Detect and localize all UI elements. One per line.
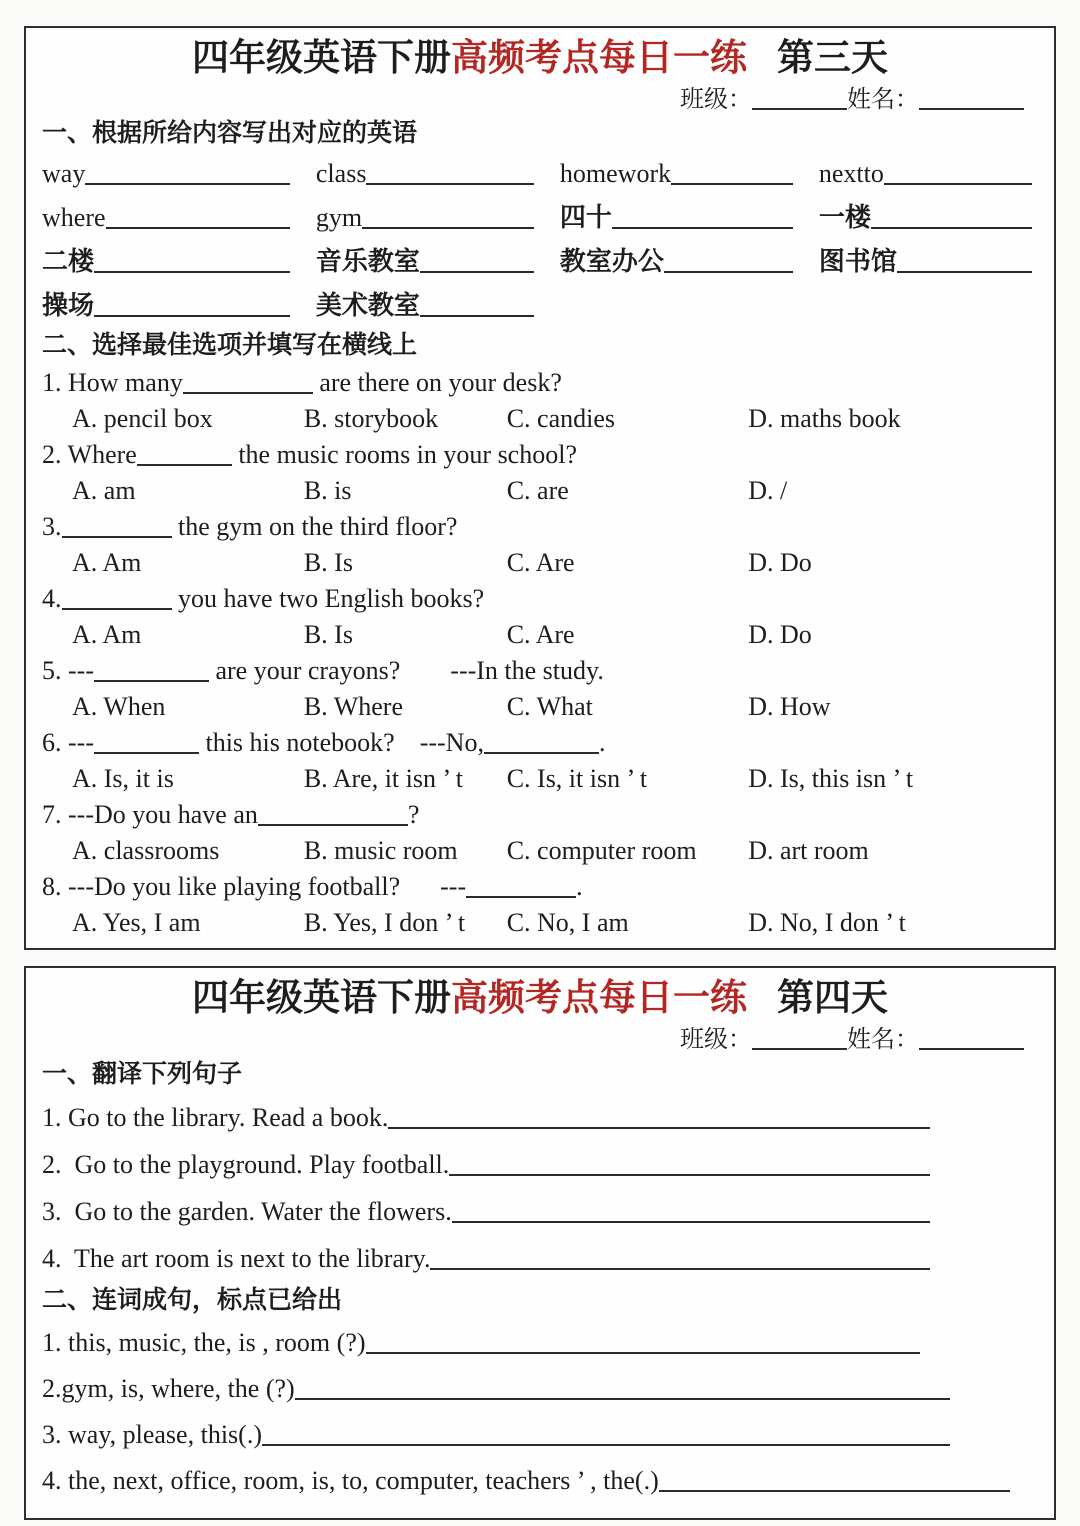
vocab-answer-line: [897, 269, 1032, 273]
vocab-term: 二楼: [42, 247, 95, 276]
vocab-item: [316, 196, 560, 240]
question-text-part: 6. ---: [42, 728, 94, 757]
option-a: A. classrooms: [72, 836, 220, 865]
title-highlight: 高频考点每日一练: [451, 38, 747, 79]
option-d: D. Is, this isn ’ t: [748, 764, 914, 793]
sentence-text: 3. Go to the garden. Water the flowers.: [42, 1197, 452, 1226]
class-blank-line: [752, 1046, 847, 1050]
section-heading-translate: 一、翻译下列句子: [42, 1061, 243, 1088]
vocab-answer-line: [94, 269, 290, 273]
question-item-2: [42, 436, 1038, 508]
question-text-part: .: [598, 728, 606, 757]
question-item-8: [42, 868, 1038, 940]
sheet-day4: [24, 966, 1056, 1520]
vocab-item: [560, 240, 819, 284]
vocab-term: gym: [315, 203, 363, 232]
vocab-item: [316, 152, 560, 196]
vocab-answer-line: [664, 269, 793, 273]
option-d: D. How: [748, 692, 831, 721]
vocab-term: 一楼: [818, 203, 871, 232]
option-a: A. pencil box: [72, 404, 213, 433]
title-course: 四年级英语下册: [192, 978, 451, 1019]
question-text-part: 8. ---Do you like playing football?: [42, 872, 401, 901]
question-text-part: ?: [407, 800, 420, 829]
translation-item-4: [42, 1235, 1038, 1282]
question-text: [42, 436, 1038, 473]
question-text: [42, 868, 1038, 905]
word-order-item-2: [42, 1366, 1038, 1412]
answer-blank-line: [137, 462, 232, 466]
sheet-day3: [24, 26, 1056, 950]
option-c: C. Are: [506, 548, 575, 577]
question-item-6: [42, 724, 1038, 796]
answer-blank-line: [62, 534, 172, 538]
vocab-item: [819, 240, 1038, 284]
name-blank-line: [919, 106, 1024, 110]
question-item-5: [42, 652, 1038, 724]
question-text-part: 7. ---Do you have an: [42, 800, 258, 829]
answer-blank-line: [659, 1488, 1010, 1492]
question-text-part: 2. Where: [42, 440, 137, 469]
answer-blank-line: [183, 390, 313, 394]
option-c: C. candies: [506, 404, 615, 433]
title-day: 第三天: [777, 38, 888, 79]
section-heading-vocab: 一、根据所给内容写出对应的英语: [42, 120, 418, 147]
sheet-day3-title: [42, 34, 1038, 84]
answer-blank-line: [388, 1125, 930, 1129]
class-name-line: [42, 1024, 1038, 1056]
question-text-part: ---No,: [419, 728, 484, 757]
vocab-term: where: [42, 203, 106, 232]
answer-blank-line: [295, 1396, 950, 1400]
vocab-term: nextto: [818, 159, 884, 188]
word-order-item-4: [42, 1458, 1038, 1504]
options-row: [42, 545, 1038, 580]
question-text: [42, 724, 1038, 761]
option-b: B. Where: [303, 692, 403, 721]
answer-blank-line: [258, 822, 408, 826]
question-text-part: .: [576, 872, 583, 901]
vocab-term: 操场: [42, 291, 95, 320]
question-text-part: 4.: [42, 584, 62, 613]
answer-blank-line: [94, 678, 209, 682]
question-text-part: this his notebook?: [198, 728, 395, 757]
option-b: B. Are, it isn ’ t: [303, 764, 463, 793]
vocab-item: [560, 152, 819, 196]
vocab-term: homework: [559, 159, 672, 188]
option-d: D. Do: [748, 548, 812, 577]
sentence-text: 4. the, next, office, room, is, to, computer, teachers ’ , the(.): [42, 1466, 659, 1495]
answer-blank-line: [430, 1266, 930, 1270]
option-a: A. Am: [72, 548, 142, 577]
options-row: [42, 905, 1038, 940]
options-row: [42, 473, 1038, 508]
answer-blank-line: [366, 1350, 920, 1354]
class-label: 班级：: [680, 1027, 752, 1053]
options-row: [42, 401, 1038, 436]
vocab-term: 图书馆: [818, 247, 897, 276]
answer-blank-line: [262, 1442, 950, 1446]
options-row: [42, 617, 1038, 652]
vocab-answer-line: [420, 269, 534, 273]
vocab-term: way: [42, 159, 86, 188]
word-order-item-1: [42, 1320, 1038, 1366]
name-label: 姓名：: [847, 1027, 919, 1053]
vocab-item: [42, 196, 316, 240]
vocab-answer-line: [884, 181, 1032, 185]
option-c: C. Are: [506, 620, 575, 649]
translation-item-3: [42, 1188, 1038, 1235]
vocab-item: [316, 240, 560, 284]
vocab-item: [42, 240, 316, 284]
vocab-term: 教室办公: [559, 247, 664, 276]
option-c: C. Is, it isn ’ t: [506, 764, 648, 793]
option-c: C. computer room: [506, 836, 697, 865]
option-a: A. Yes, I am: [72, 908, 201, 937]
vocab-item: [42, 284, 316, 328]
question-item-4: [42, 580, 1038, 652]
sentence-text: 1. this, music, the, is , room (?): [42, 1328, 366, 1357]
vocab-answer-line: [85, 181, 290, 185]
vocab-answer-line: [106, 225, 290, 229]
vocab-answer-line: [671, 181, 793, 185]
option-d: D. maths book: [748, 404, 901, 433]
question-item-1: [42, 364, 1038, 436]
vocab-answer-line: [366, 181, 533, 185]
translation-item-2: [42, 1141, 1038, 1188]
option-d: D. art room: [748, 836, 869, 865]
option-b: B. Is: [303, 620, 353, 649]
question-text: [42, 508, 1038, 545]
name-label: 姓名：: [847, 87, 919, 113]
sentence-text: 3. way, please, this(.): [42, 1420, 262, 1449]
vocab-answer-line: [420, 313, 534, 317]
option-d: D. /: [748, 476, 788, 505]
section-heading-reorder: 二、连词成句，标点已给出: [42, 1287, 343, 1314]
option-a: A. When: [72, 692, 166, 721]
question-text-part: ---: [440, 872, 467, 901]
vocab-term: 四十: [559, 203, 612, 232]
question-text-part: the music rooms in your school?: [231, 440, 577, 469]
vocab-answer-line: [871, 225, 1032, 229]
answer-blank-line: [62, 606, 172, 610]
vocab-item: [560, 196, 819, 240]
translation-item-1: [42, 1094, 1038, 1141]
question-item-3: [42, 508, 1038, 580]
question-text-part: 3.: [42, 512, 62, 541]
sentence-text: 2. Go to the playground. Play football.: [42, 1150, 450, 1179]
sheet-day4-title: [42, 974, 1038, 1024]
question-text: [42, 364, 1038, 401]
question-text-part: you have two English books?: [171, 584, 485, 613]
question-text-part: 5. ---: [42, 656, 94, 685]
class-label: 班级：: [680, 87, 752, 113]
class-blank-line: [752, 106, 847, 110]
option-b: B. Yes, I don ’ t: [303, 908, 466, 937]
answer-blank-line: [466, 894, 576, 898]
question-text: [42, 652, 1038, 689]
option-d: D. No, I don ’ t: [748, 908, 906, 937]
question-item-7: [42, 796, 1038, 868]
title-day: 第四天: [777, 978, 888, 1019]
vocab-answer-line: [612, 225, 793, 229]
option-b: B. is: [303, 476, 352, 505]
option-a: A. Is, it is: [72, 764, 174, 793]
option-d: D. Do: [748, 620, 812, 649]
vocab-grid: [42, 152, 1038, 328]
sentence-text: 4. The art room is next to the library.: [42, 1244, 431, 1273]
option-b: B. storybook: [303, 404, 439, 433]
question-text-part: are there on your desk?: [312, 368, 562, 397]
title-highlight: 高频考点每日一练: [451, 978, 747, 1019]
vocab-item: [42, 152, 316, 196]
section-heading-choice: 二、选择最佳选项并填写在横线上: [42, 332, 418, 359]
vocab-item: [819, 196, 1038, 240]
option-a: A. Am: [72, 620, 142, 649]
question-text-part: are your crayons?: [208, 656, 401, 685]
options-row: [42, 833, 1038, 868]
answer-blank-line: [94, 750, 199, 754]
option-c: C. No, I am: [506, 908, 629, 937]
vocab-item: [819, 152, 1038, 196]
title-course: 四年级英语下册: [192, 38, 451, 79]
vocab-answer-line: [362, 225, 534, 229]
option-c: C. are: [506, 476, 569, 505]
question-text-part: ---In the study.: [450, 656, 604, 685]
vocab-answer-line: [94, 313, 290, 317]
class-name-line: [42, 84, 1038, 116]
sentence-text: 2.gym, is, where, the (?): [42, 1374, 295, 1403]
options-row: [42, 689, 1038, 724]
option-b: B. music room: [303, 836, 458, 865]
vocab-term: class: [315, 159, 367, 188]
answer-blank-line: [452, 1219, 930, 1223]
question-text-part: the gym on the third floor?: [171, 512, 458, 541]
answer-blank-line: [449, 1172, 930, 1176]
vocab-item: [316, 284, 560, 328]
option-c: C. What: [506, 692, 593, 721]
word-order-item-3: [42, 1412, 1038, 1458]
question-text: [42, 580, 1038, 617]
answer-blank-line: [484, 750, 599, 754]
option-a: A. am: [72, 476, 136, 505]
vocab-term: 音乐教室: [315, 247, 420, 276]
vocab-term: 美术教室: [315, 291, 420, 320]
question-text-part: 1. How many: [42, 368, 183, 397]
options-row: [42, 761, 1038, 796]
question-text: [42, 796, 1038, 833]
sentence-text: 1. Go to the library. Read a book.: [42, 1103, 389, 1132]
option-b: B. Is: [303, 548, 353, 577]
name-blank-line: [919, 1046, 1024, 1050]
